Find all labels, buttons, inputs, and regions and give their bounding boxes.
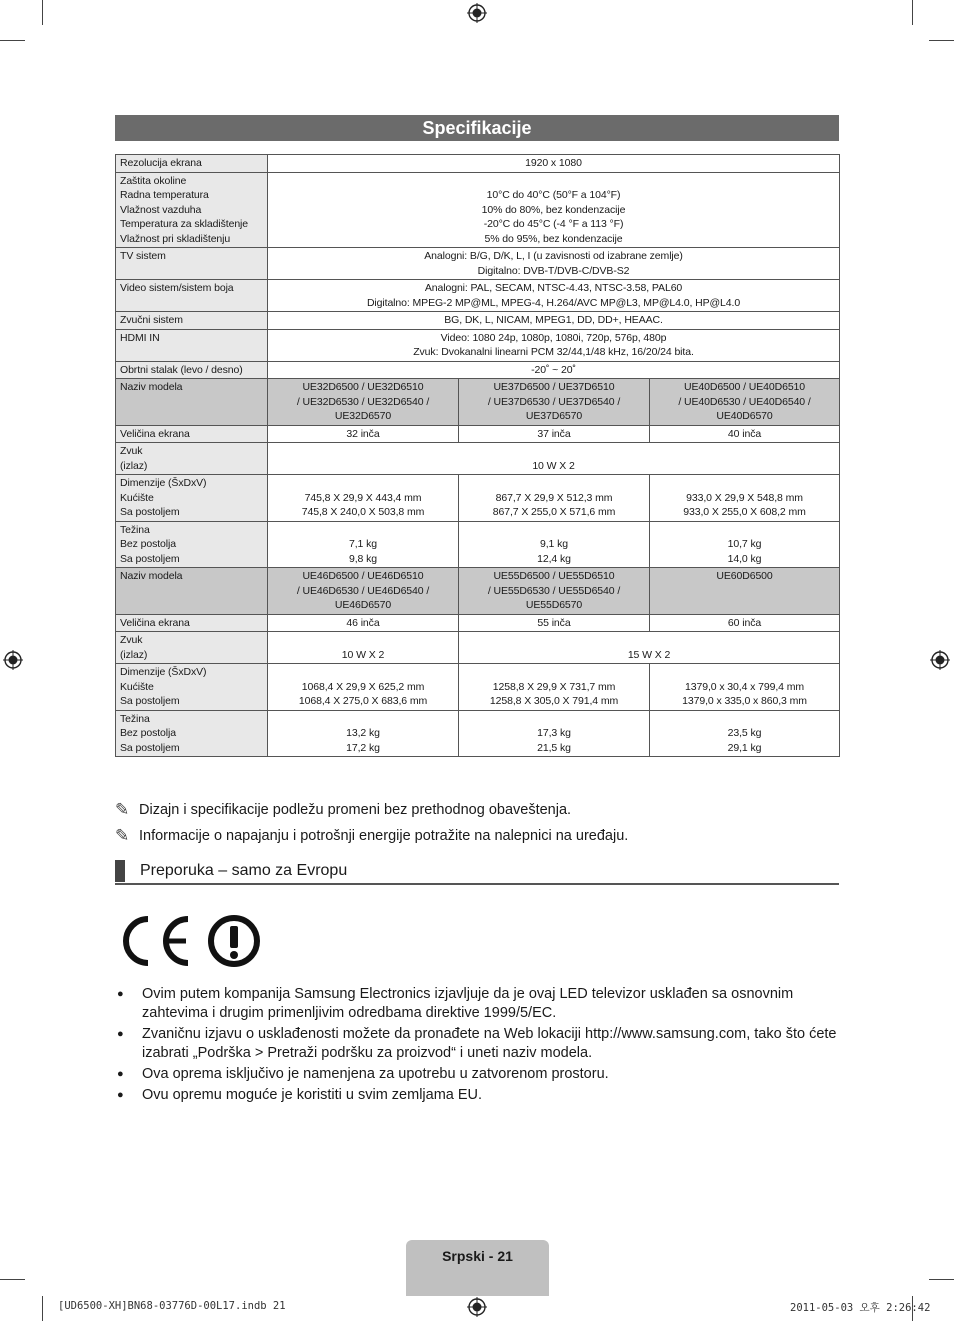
crop-mark bbox=[912, 0, 913, 25]
cell-value: Analogni: B/G, D/K, L, I (u zavisnosti od izabrane zemlje) Digitalno: DVB-T/DVB-C/DVB-S2 bbox=[268, 248, 840, 280]
row-label: Rezolucija ekrana bbox=[116, 155, 268, 173]
row-label: Veličina ekrana bbox=[116, 425, 268, 443]
note-text: Dizajn i specifikacije podležu promeni bez prethodnog obaveštenja. bbox=[139, 802, 572, 818]
cell-value: 1920 x 1080 bbox=[268, 155, 840, 173]
cell-value: UE32D6500 / UE32D6510 / UE32D6530 / UE32D6540 / UE32D6570 bbox=[268, 379, 459, 426]
row-label: Dimenzije (ŠxDxV) Kućište Sa postoljem bbox=[116, 664, 268, 711]
row-label: Naziv modela bbox=[116, 379, 268, 426]
cell-value: 32 inča bbox=[268, 425, 459, 443]
row-label: HDMI IN bbox=[116, 329, 268, 361]
heading-marker bbox=[115, 860, 125, 882]
pencil-note-icon: ✎ bbox=[115, 800, 130, 819]
registration-mark-icon bbox=[467, 3, 487, 23]
table-row bbox=[116, 568, 840, 615]
cell-value: 7,1 kg 9,8 kg bbox=[268, 521, 459, 568]
cell-value: 1258,8 X 29,9 X 731,7 mm 1258,8 X 305,0 X 791,4 mm bbox=[459, 664, 650, 711]
bullet-list bbox=[115, 985, 839, 1107]
row-label: Obrtni stalak (levo / desno) bbox=[116, 361, 268, 379]
cell-value: 10 W X 2 bbox=[268, 443, 840, 475]
cell-value: 1379,0 x 30,4 x 799,4 mm 1379,0 x 335,0 x 860,3 mm bbox=[650, 664, 840, 711]
cell-value: Video: 1080 24p, 1080p, 1080i, 720p, 576p, 480p Zvuk: Dvokanalni linearni PCM 32/44,1/48 kHz, 16/20/24 bita. bbox=[268, 329, 840, 361]
table-row bbox=[116, 425, 840, 443]
cell-value: UE55D6500 / UE55D6510 / UE55D6530 / UE55D6540 / UE55D6570 bbox=[459, 568, 650, 615]
row-label: Težina Bez postolja Sa postoljem bbox=[116, 710, 268, 757]
crop-mark bbox=[42, 0, 43, 25]
section-heading-text: Preporuka – samo za Evropu bbox=[140, 862, 348, 879]
row-label: Težina Bez postolja Sa postoljem bbox=[116, 521, 268, 568]
cell-value: 17,3 kg 21,5 kg bbox=[459, 710, 650, 757]
crop-mark bbox=[929, 40, 954, 41]
cell-value: -20˚ ~ 20˚ bbox=[268, 361, 840, 379]
list-item: ● Ovu opremu moguće je koristiti u svim zemljama EU. bbox=[117, 1087, 483, 1103]
notes bbox=[115, 797, 839, 849]
cell-value: 40 inča bbox=[650, 425, 840, 443]
cell-value: 745,8 X 29,9 X 443,4 mm 745,8 X 240,0 X 503,8 mm bbox=[268, 475, 459, 522]
table-row bbox=[116, 710, 840, 757]
row-label: Veličina ekrana bbox=[116, 614, 268, 632]
bullet-icon: ● bbox=[117, 988, 124, 1000]
row-label: Zaštita okoline Radna temperatura Vlažnost vazduha Temperatura za skladištenje Vlažnost pri skladištenju bbox=[116, 172, 268, 248]
cell-value: UE60D6500 bbox=[650, 568, 840, 615]
spec-table bbox=[115, 154, 840, 757]
cell-value: 9,1 kg 12,4 kg bbox=[459, 521, 650, 568]
registration-mark-icon bbox=[3, 650, 23, 670]
table-row bbox=[116, 280, 840, 312]
cell-value: UE40D6500 / UE40D6510 / UE40D6530 / UE40D6540 / UE40D6570 bbox=[650, 379, 840, 426]
cell-value: 1068,4 X 29,9 X 625,2 mm 1068,4 X 275,0 X 683,6 mm bbox=[268, 664, 459, 711]
registration-mark-icon bbox=[467, 1297, 487, 1317]
crop-mark bbox=[0, 1279, 25, 1280]
cell-value: 933,0 X 29,9 X 548,8 mm 933,0 X 255,0 X 608,2 mm bbox=[650, 475, 840, 522]
list-item: ● Ova oprema isključivo je namenjena za upotrebu u zatvorenom prostoru. bbox=[117, 1066, 609, 1082]
cell-value: 867,7 X 29,9 X 512,3 mm 867,7 X 255,0 X 571,6 mm bbox=[459, 475, 650, 522]
cell-value: 23,5 kg 29,1 kg bbox=[650, 710, 840, 757]
cell-value: 10 W X 2 bbox=[268, 632, 459, 664]
row-label: Naziv modela bbox=[116, 568, 268, 615]
list-item: ● Ovim putem kompanija Samsung Electronics izjavljuje da je ovaj LED televizor usklađen sa osnovnim zahtevima i drugim primenljivim odredbama direktive 1999/5/EC. bbox=[117, 986, 794, 1021]
row-label: Zvuk (izlaz) bbox=[116, 632, 268, 664]
bullet-icon: ● bbox=[117, 1028, 124, 1040]
table-row bbox=[116, 443, 840, 475]
footer-file-info: [UD6500-XH]BN68-03776D-00L17.indb 21 bbox=[58, 1300, 286, 1312]
table-row bbox=[116, 172, 840, 248]
crop-mark bbox=[929, 1279, 954, 1280]
cell-value: 10,7 kg 14,0 kg bbox=[650, 521, 840, 568]
row-label: Zvučni sistem bbox=[116, 312, 268, 330]
cell-value: 10°C do 40°C (50°F a 104°F) 10% do 80%, bez kondenzacije -20°C do 45°C (-4 °F a 113 °F) 5% do 95%, bez kondenzacije bbox=[268, 172, 840, 248]
table-row bbox=[116, 521, 840, 568]
table-row bbox=[116, 614, 840, 632]
cell-value: 37 inča bbox=[459, 425, 650, 443]
table-row bbox=[116, 379, 840, 426]
cell-value: UE46D6500 / UE46D6510 / UE46D6530 / UE46D6540 / UE46D6570 bbox=[268, 568, 459, 615]
row-label: Zvuk (izlaz) bbox=[116, 443, 268, 475]
table-row bbox=[116, 361, 840, 379]
table-row bbox=[116, 475, 840, 522]
crop-mark bbox=[42, 1296, 43, 1321]
cell-value: BG, DK, L, NICAM, MPEG1, DD, DD+, HEAAC. bbox=[268, 312, 840, 330]
note-item bbox=[115, 797, 839, 823]
table-row bbox=[116, 312, 840, 330]
table-row bbox=[116, 155, 840, 173]
cell-value: 13,2 kg 17,2 kg bbox=[268, 710, 459, 757]
row-label: Dimenzije (ŠxDxV) Kućište Sa postoljem bbox=[116, 475, 268, 522]
note-item bbox=[115, 823, 839, 849]
ce-alert-mark-icon bbox=[118, 913, 263, 969]
row-label: Video sistem/sistem boja bbox=[116, 280, 268, 312]
list-item: ● Zvaničnu izjavu o usklađenosti možete da pronađete na Web lokaciji http://www.samsung.com, tako što ćete izabrati „Podrška > Pretraži podršku za proizvod“ i uneti naziv modela. bbox=[117, 1026, 837, 1061]
row-label: TV sistem bbox=[116, 248, 268, 280]
table-row bbox=[116, 664, 840, 711]
pencil-note-icon: ✎ bbox=[115, 826, 130, 845]
page-number-tab: Srpski - 21 bbox=[406, 1240, 549, 1296]
section-heading bbox=[115, 859, 839, 885]
note-text: Informacije o napajanju i potrošnji energije potražite na nalepnici na uređaju. bbox=[139, 828, 629, 844]
crop-mark bbox=[0, 40, 25, 41]
cell-value: Analogni: PAL, SECAM, NTSC-4.43, NTSC-3.58, PAL60 Digitalno: MPEG-2 MP@ML, MPEG-4, H.264/AVC MP@L3, MP@L4.0, HP@L4.0 bbox=[268, 280, 840, 312]
cell-value: 46 inča bbox=[268, 614, 459, 632]
bullet-icon: ● bbox=[117, 1068, 124, 1080]
footer-timestamp: 2011-05-03 오후 2:26:42 bbox=[790, 1302, 931, 1314]
registration-mark-icon bbox=[930, 650, 950, 670]
table-row bbox=[116, 248, 840, 280]
table-row bbox=[116, 632, 840, 664]
table-row bbox=[116, 329, 840, 361]
cell-value: 60 inča bbox=[650, 614, 840, 632]
cell-value: 55 inča bbox=[459, 614, 650, 632]
page-title: Specifikacije bbox=[115, 115, 839, 141]
cell-value: 15 W X 2 bbox=[459, 632, 840, 664]
bullet-icon: ● bbox=[117, 1089, 124, 1101]
cell-value: UE37D6500 / UE37D6510 / UE37D6530 / UE37D6540 / UE37D6570 bbox=[459, 379, 650, 426]
